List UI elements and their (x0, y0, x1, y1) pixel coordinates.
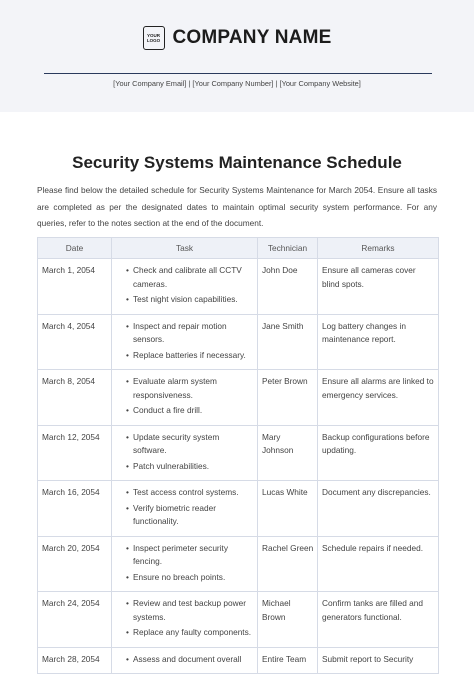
table-row (38, 592, 439, 648)
table-row (38, 370, 439, 426)
cell-technician: Jane Smith (258, 314, 318, 370)
table-row (38, 425, 439, 481)
task-item: • Patch vulnerabilities. (126, 460, 254, 474)
task-item: • Test night vision capabilities. (126, 293, 254, 307)
cell-technician: Michael Brown (258, 592, 318, 648)
cell-task (112, 314, 258, 370)
logo-row (0, 26, 474, 50)
header-remarks: Remarks (318, 238, 439, 259)
cell-date: March 24, 2054 (38, 592, 112, 648)
contact-line: [Your Company Email] | [Your Company Number] | [Your Company Website] (113, 79, 361, 88)
company-logo (143, 26, 165, 50)
cell-technician: Peter Brown (258, 370, 318, 426)
task-item: • Review and test backup power systems. (126, 597, 254, 624)
header-date: Date (38, 238, 112, 259)
task-list (116, 375, 254, 418)
cell-task (112, 425, 258, 481)
task-item: • Inspect perimeter security fencing. (126, 542, 254, 569)
table-body (38, 259, 439, 674)
cell-technician: Lucas White (258, 481, 318, 537)
cell-task (112, 592, 258, 648)
cell-task (112, 370, 258, 426)
task-list (116, 486, 254, 529)
cell-task (112, 259, 258, 315)
task-list (116, 653, 254, 667)
cell-date: March 16, 2054 (38, 481, 112, 537)
table-row (38, 314, 439, 370)
document-header (0, 0, 474, 112)
header-technician: Technician (258, 238, 318, 259)
task-item: • Update security system software. (126, 431, 254, 458)
cell-technician: John Doe (258, 259, 318, 315)
table-header-row (38, 238, 439, 259)
cell-remarks: Ensure all alarms are linked to emergency services. (318, 370, 439, 426)
cell-technician: Entire Team (258, 647, 318, 674)
cell-remarks: Log battery changes in maintenance report. (318, 314, 439, 370)
task-item: • Test access control systems. (126, 486, 254, 500)
task-list (116, 264, 254, 307)
cell-remarks: Confirm tanks are filled and generators functional. (318, 592, 439, 648)
table-row (38, 481, 439, 537)
header-divider (44, 73, 432, 74)
table-row (38, 536, 439, 592)
logo-text-line1: YOUR (146, 33, 160, 38)
schedule-table (37, 237, 439, 674)
table-row (38, 647, 439, 674)
cell-technician: Rachel Green (258, 536, 318, 592)
task-item: • Replace batteries if necessary. (126, 349, 254, 363)
cell-remarks: Submit report to Security (318, 647, 439, 674)
document-title: Security Systems Maintenance Schedule (72, 153, 402, 172)
task-list (116, 542, 254, 585)
cell-date: March 8, 2054 (38, 370, 112, 426)
task-item: • Conduct a fire drill. (126, 404, 254, 418)
task-item: • Assess and document overall (126, 653, 254, 667)
task-list (116, 320, 254, 363)
cell-remarks: Backup configurations before updating. (318, 425, 439, 481)
cell-task (112, 481, 258, 537)
intro-paragraph: Please find below the detailed schedule for Security Systems Maintenance for March 2054. Ensure all tasks are completed as per the designated dates to maintain optimal security system performance. For any queries, refer to the notes section at the end of the document. (37, 185, 437, 228)
task-list (116, 597, 254, 640)
cell-task (112, 536, 258, 592)
cell-date: March 20, 2054 (38, 536, 112, 592)
cell-date: March 28, 2054 (38, 647, 112, 674)
logo-text-line2: LOGO (146, 38, 161, 43)
task-item: • Verify biometric reader functionality. (126, 502, 254, 529)
table-row (38, 259, 439, 315)
company-name: COMPANY NAME (172, 27, 332, 48)
cell-date: March 12, 2054 (38, 425, 112, 481)
task-item: • Inspect and repair motion sensors. (126, 320, 254, 347)
task-item: • Ensure no breach points. (126, 571, 254, 585)
task-item: • Evaluate alarm system responsiveness. (126, 375, 254, 402)
cell-task (112, 647, 258, 674)
task-item: • Check and calibrate all CCTV cameras. (126, 264, 254, 291)
task-list (116, 431, 254, 474)
cell-remarks: Schedule repairs if needed. (318, 536, 439, 592)
cell-remarks: Ensure all cameras cover blind spots. (318, 259, 439, 315)
task-item: • Replace any faulty components. (126, 626, 254, 640)
cell-remarks: Document any discrepancies. (318, 481, 439, 537)
cell-date: March 1, 2054 (38, 259, 112, 315)
header-task: Task (112, 238, 258, 259)
cell-date: March 4, 2054 (38, 314, 112, 370)
cell-technician: Mary Johnson (258, 425, 318, 481)
